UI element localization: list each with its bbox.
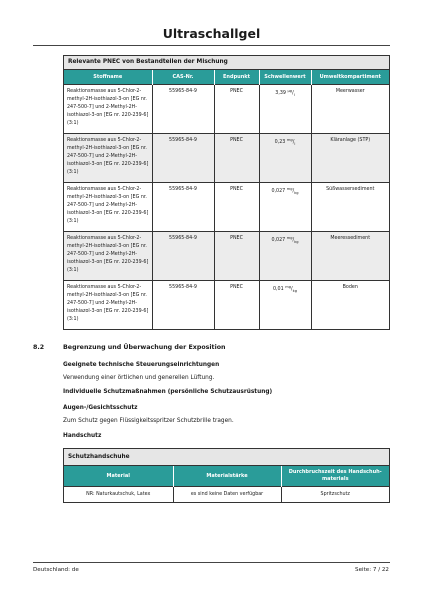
threshold-value: 0,01 <box>272 287 284 292</box>
unit-numerator: mg <box>286 187 293 191</box>
unit-denominator: kg <box>294 239 299 244</box>
cell-compartment: Meerwasser <box>311 85 389 134</box>
cell-endpoint: PNEC <box>214 232 259 281</box>
table-row <box>64 134 389 183</box>
unit-numerator: µg <box>287 89 293 93</box>
cell-threshold: 0,027 $^{mg}/_{kg}$ <box>259 232 311 281</box>
cell-substance: Reaktionsmasse aus 5-Chlor-2-methyl-2H-isothiazol-3-on [EG nr. 247-500-7] und 2-Methyl-2H-isothiazol-3-on [EG nr. 220-239-6] (3:1) <box>64 232 152 281</box>
cell-threshold: 0,01 $^{mg}/_{kg}$ <box>259 281 311 330</box>
threshold-value: 3,39 <box>275 91 286 96</box>
footer-rule <box>33 562 390 563</box>
cell-compartment: Meeressediment <box>311 232 389 281</box>
cell-threshold: 0,23 $^{mg}/_l$ <box>259 134 311 183</box>
table-row <box>64 281 389 330</box>
col-header-endpoint: Endpunkt <box>214 70 259 85</box>
eye-protection-text: Zum Schutz gegen Flüssigkeitsspritzer Schutzbrille tragen. <box>63 418 234 424</box>
gloves-header-row <box>64 466 389 487</box>
cell-thickness: es sind keine Daten verfügbar <box>173 487 281 503</box>
cell-cas: 55965-84-9 <box>152 85 214 134</box>
section-number: 8.2 <box>33 344 45 351</box>
cell-cas: 55965-84-9 <box>152 183 214 232</box>
pnec-table <box>64 70 389 329</box>
cell-endpoint: PNEC <box>214 281 259 330</box>
cell-endpoint: PNEC <box>214 85 259 134</box>
threshold-value: 0,027 <box>271 238 286 243</box>
col-header-material: Material <box>64 466 173 487</box>
gloves-table-heading: Schutzhandschuhe <box>64 449 389 466</box>
unit-denominator: l <box>294 141 296 146</box>
cell-compartment: Boden <box>311 281 389 330</box>
pnec-header-row <box>64 70 389 85</box>
cell-cas: 55965-84-9 <box>152 281 214 330</box>
table-row <box>64 487 389 503</box>
col-header-breakthrough: Durchbruchszeit des Handschuh-materials <box>281 466 389 487</box>
pnec-table-box <box>63 55 390 330</box>
cell-substance: Reaktionsmasse aus 5-Chlor-2-methyl-2H-isothiazol-3-on [EG nr. 247-500-7] und 2-Methyl-2H-isothiazol-3-on [EG nr. 220-239-6] (3:1) <box>64 134 152 183</box>
col-header-cas: CAS-Nr. <box>152 70 214 85</box>
gloves-table <box>64 466 389 502</box>
col-header-compartment: Umweltkompartiment <box>311 70 389 85</box>
cell-threshold: 3,39 $^{\mu g}/_l$ <box>259 85 311 134</box>
tech-controls-heading: Geeignete technische Steuerungseinrichtungen <box>63 362 220 368</box>
threshold-value: 0,027 <box>271 189 286 194</box>
cell-compartment: Süßwassersediment <box>311 183 389 232</box>
cell-cas: 55965-84-9 <box>152 134 214 183</box>
cell-cas: 55965-84-9 <box>152 232 214 281</box>
unit-denominator: l <box>293 92 295 97</box>
threshold-value: 0,23 <box>274 140 286 145</box>
unit-numerator: mg <box>286 138 293 142</box>
cell-endpoint: PNEC <box>214 134 259 183</box>
page-number: Seite: 7 / 22 <box>355 567 389 573</box>
unit-numerator: mg <box>285 285 291 289</box>
table-row <box>64 232 389 281</box>
cell-substance: Reaktionsmasse aus 5-Chlor-2-methyl-2H-isothiazol-3-on [EG nr. 247-500-7] und 2-Methyl-2H-isothiazol-3-on [EG nr. 220-239-6] (3:1) <box>64 85 152 134</box>
footer-country: Deutschland: de <box>33 567 79 573</box>
page-title: Ultraschallgel <box>162 26 261 41</box>
unit-denominator: kg <box>294 190 299 195</box>
col-header-substance: Stoffname <box>64 70 152 85</box>
cell-substance: Reaktionsmasse aus 5-Chlor-2-methyl-2H-isothiazol-3-on [EG nr. 247-500-7] und 2-Methyl-2H-isothiazol-3-on [EG nr. 220-239-6] (3:1) <box>64 281 152 330</box>
eye-protection-heading: Augen-/Gesichtsschutz <box>63 405 138 411</box>
cell-threshold: 0,027 $^{mg}/_{kg}$ <box>259 183 311 232</box>
gloves-table-box <box>63 448 390 503</box>
cell-compartment: Kläranlage (STP) <box>311 134 389 183</box>
unit-numerator: mg <box>286 236 293 240</box>
col-header-thickness: Materialstärke <box>173 466 281 487</box>
cell-material: NR: Naturkautschuk, Latex <box>64 487 173 503</box>
col-header-threshold: Schwellenwert <box>259 70 311 85</box>
section-title: Begrenzung und Überwachung der Exposition <box>63 344 226 351</box>
cell-substance: Reaktionsmasse aus 5-Chlor-2-methyl-2H-isothiazol-3-on [EG nr. 247-500-7] und 2-Methyl-2H-isothiazol-3-on [EG nr. 220-239-6] (3:1) <box>64 183 152 232</box>
cell-endpoint: PNEC <box>214 183 259 232</box>
header-rule <box>33 45 390 46</box>
tech-controls-text: Verwendung einer örtlichen und generellen Lüftung. <box>63 375 215 381</box>
table-row <box>64 85 389 134</box>
unit-denominator: kg <box>292 288 297 293</box>
table-row <box>64 183 389 232</box>
pnec-table-heading: Relevante PNEC von Bestandteilen der Mischung <box>64 56 389 70</box>
ppe-heading: Individuelle Schutzmaßnahmen (persönliche Schutzausrüstung) <box>63 389 273 395</box>
cell-breakthrough: Spritzschutz <box>281 487 389 503</box>
hand-protection-heading: Handschutz <box>63 433 102 439</box>
